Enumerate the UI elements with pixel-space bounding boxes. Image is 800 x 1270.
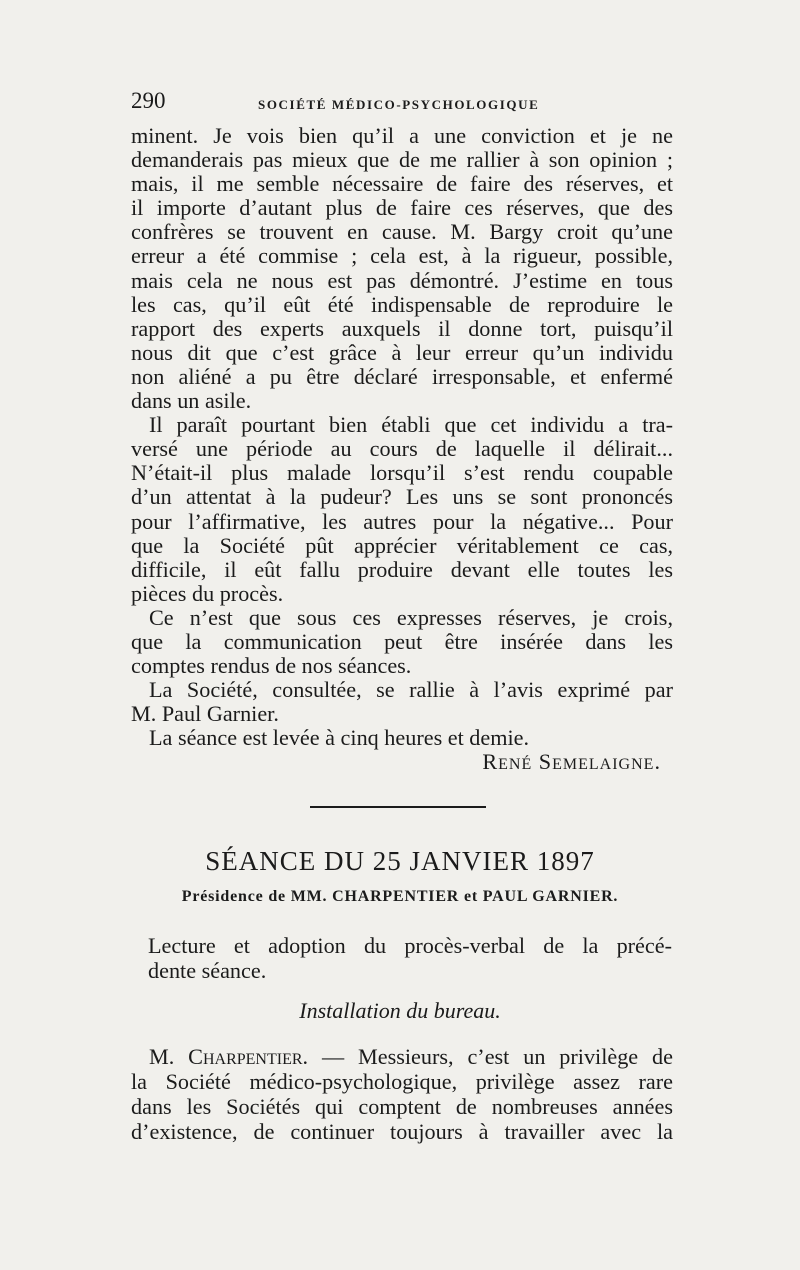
presidence-line: Présidence de MM. CHARPENTIER et PAUL GARNIER. [181, 888, 619, 905]
text-line: rapport des experts auxquels il donne tort, puisqu’il [131, 316, 673, 341]
seance-title: SÉANCE DU 25 JANVIER 1897 [205, 846, 595, 876]
speech-paragraph [131, 1044, 673, 1144]
text-line: d’un attentat à la pudeur? Les uns se sont prononcés [131, 485, 673, 510]
text-line: que la Société pût apprécier véritablement ce cas, [131, 533, 673, 558]
text-line: comptes rendus de nos séances. [131, 653, 412, 679]
text-line: confrères se trouvent en cause. M. Bargy croit qu’une [131, 220, 673, 245]
text-line: dans les Sociétés qui comptent de nombreuses années [131, 1094, 673, 1119]
text-line: M. Paul Garnier. [131, 701, 279, 727]
text-line: demanderais pas mieux que de me rallier à son opinion ; [131, 148, 673, 173]
text-line: d’existence, de continuer toujours à travailler avec la [131, 1119, 673, 1144]
speaker-name: M. Charpentier. [149, 1044, 309, 1069]
text-line: il importe d’autant plus de faire ces réserves, que des [131, 196, 673, 221]
signature-line [131, 750, 673, 774]
text-line: La Société, consultée, se rallie à l’avis exprimé par [149, 678, 673, 703]
text-line: les cas, qu’il eût été indispensable de reproduire le [131, 292, 673, 317]
text-line: mais, il me semble nécessaire de faire des réserves, et [131, 172, 673, 197]
text-line: erreur a été commise ; cela est, à la rigueur, possible, [131, 244, 673, 269]
text-line: nous dit que c’est grâce à leur erreur qu’un individu [131, 340, 673, 365]
body-text [131, 124, 673, 775]
text-line: Ce n’est que sous ces expresses réserves, je crois, [149, 605, 673, 630]
section-subheading: Installation du bureau. [299, 998, 501, 1023]
section-divider [310, 806, 486, 808]
text-line: dente séance. [148, 958, 267, 983]
signature: René Semelaigne. [482, 749, 661, 775]
text-line: non aliéné a pu être déclaré irresponsable, et enfermé [131, 364, 673, 389]
text-line: La séance est levée à cinq heures et demie. [149, 725, 530, 751]
lecture-paragraph [148, 933, 672, 983]
text-line: pièces du procès. [131, 580, 284, 606]
page-number: 290 [131, 88, 166, 113]
text-line: Il paraît pourtant bien établi que cet individu a tra- [149, 413, 673, 438]
text-line: minent. Je vois bien qu’il a une conviction et je ne [131, 124, 673, 148]
speech-text: — Messieurs, c’est un privilège de [308, 1044, 673, 1069]
page-header [131, 88, 671, 120]
running-title: SOCIÉTÉ MÉDICO-PSYCHOLOGIQUE [258, 97, 540, 112]
text-line: Lecture et adoption du procès-verbal de la précé- [148, 933, 672, 958]
text-line: difficile, il eût fallu produire devant elle toutes les [131, 557, 673, 582]
text-line: que la communication peut être insérée dans les [131, 629, 673, 654]
text-line: dans un asile. [131, 388, 252, 414]
text-line: la Société médico-psychologique, privilège assez rare [131, 1069, 673, 1094]
text-line: mais cela ne nous est pas démontré. J’estime en tous [131, 268, 673, 293]
text-line: pour l’affirmative, les autres pour la négative... Pour [131, 509, 673, 534]
text-line: N’était-il plus malade lorsqu’il s’est rendu coupable [131, 461, 673, 486]
text-line: versé une période au cours de laquelle il délirait... [131, 437, 673, 462]
text-line [131, 1044, 673, 1069]
